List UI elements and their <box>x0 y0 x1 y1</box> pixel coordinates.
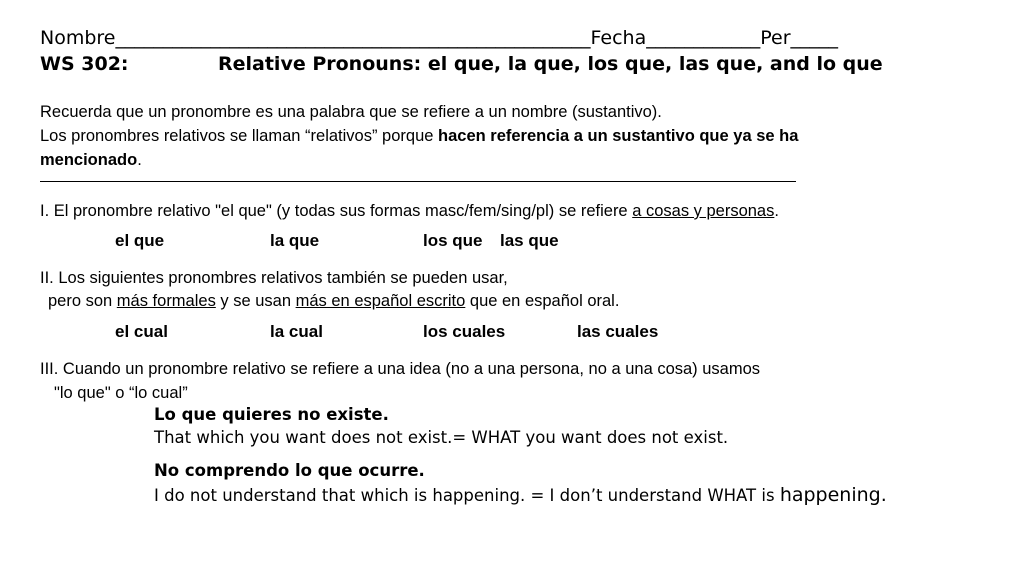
per-field[interactable]: _____ <box>790 27 838 49</box>
section-2-line-2-c: que en español oral. <box>465 292 620 310</box>
form-las-cuales: las cuales <box>577 322 659 341</box>
fecha-label: Fecha <box>590 27 647 49</box>
section-2-line-2-b: y se usan <box>215 292 296 310</box>
example-2-spanish: No comprendo lo que ocurre. <box>154 461 425 480</box>
worksheet-code: WS 302: <box>40 53 129 75</box>
section-2-underlined-2: más en español escrito <box>295 292 466 310</box>
section-1-plain: I. El pronombre relativo "el que" (y todas sus formas masc/fem/sing/pl) se refiere <box>40 202 633 220</box>
fecha-field[interactable]: ____________ <box>646 27 761 49</box>
form-el-cual: el cual <box>115 322 168 341</box>
intro-line-3-end: . <box>137 151 142 169</box>
section-1-text <box>40 200 779 222</box>
nombre-field[interactable]: __________________________________________________ <box>115 27 591 49</box>
example-2-english-a: I do not understand that which is happening. = I don’t understand WHAT is <box>154 486 780 505</box>
example-2-english-b: happening. <box>779 484 887 506</box>
intro-line-3 <box>40 149 142 171</box>
section-3-line-2: "lo que" o “lo cual” <box>54 384 188 402</box>
section-2-underlined-1: más formales <box>116 292 216 310</box>
example-2-english <box>154 484 887 506</box>
example-1-english: That which you want does not exist.= WHAT you want does not exist. <box>154 428 729 447</box>
form-los-cuales: los cuales <box>423 322 506 341</box>
section-2-line-2 <box>48 290 619 312</box>
section-3-line-1: III. Cuando un pronombre relativo se refiere a una idea (no a una persona, no a una cosa) usamos <box>40 360 761 378</box>
intro-line-2-plain: Los pronombres relativos se llaman “relativos” porque <box>40 127 439 145</box>
section-2-line-1: II. Los siguientes pronombres relativos también se pueden usar, <box>40 269 508 287</box>
intro-line-2 <box>40 125 798 147</box>
form-el-que: el que <box>115 231 165 250</box>
intro-line-3-bold: mencionado <box>40 151 138 169</box>
worksheet-title: Relative Pronouns: el que, la que, los que, las que, and lo que <box>218 53 883 75</box>
nombre-label: Nombre <box>40 27 116 49</box>
intro-line-1: Recuerda que un pronombre es una palabra que se refiere a un nombre (sustantivo). <box>40 103 662 121</box>
intro-line-2-bold: hacen referencia a un sustantivo que ya se ha <box>438 127 799 145</box>
section-2-line-2-a: pero son <box>48 292 117 310</box>
form-las-que: las que <box>500 231 559 250</box>
section-1-underlined: a cosas y personas <box>632 202 775 220</box>
example-1-spanish: Lo que quieres no existe. <box>154 405 389 424</box>
form-los-que: los que <box>423 231 483 250</box>
divider-line <box>40 181 796 182</box>
per-label: Per <box>760 27 791 49</box>
header-line <box>40 27 838 49</box>
form-la-cual: la cual <box>270 322 323 341</box>
form-la-que: la que <box>270 231 320 250</box>
section-1-end: . <box>774 202 779 220</box>
